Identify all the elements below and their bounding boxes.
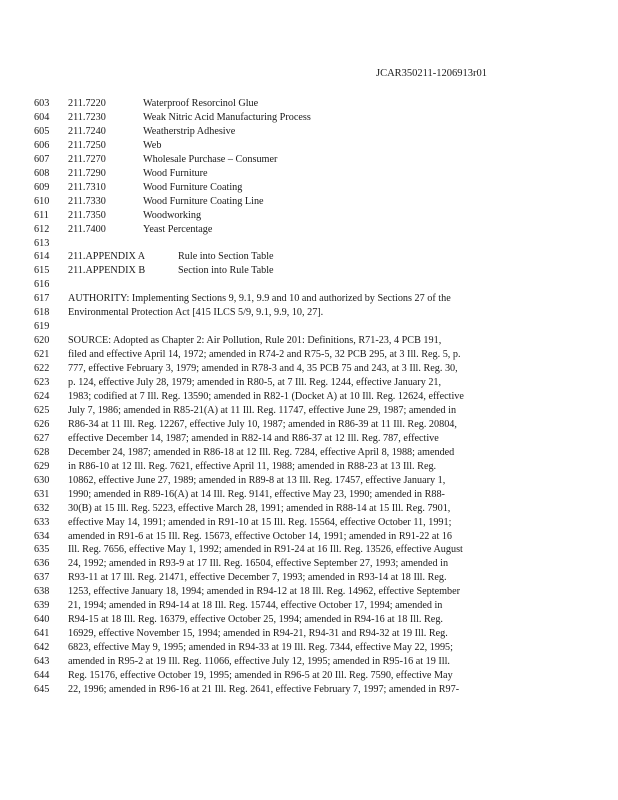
line-number: 603	[34, 98, 50, 109]
line-number: 604	[34, 112, 50, 123]
source-text: 24, 1992; amended in R93-9 at 17 Ill. Reg. 16504, effective September 27, 1993; amended in	[68, 558, 449, 570]
line-number: 644	[34, 669, 50, 681]
line-number: 638	[34, 586, 50, 598]
source-text: 10862, effective June 27, 1989; amended in R89-8 at 13 Ill. Reg. 17457, effective January 1,	[68, 474, 446, 486]
section-number: 211.7220	[68, 98, 106, 109]
section-title: Wood Furniture	[143, 167, 208, 179]
line-number: 619	[34, 321, 50, 333]
line-number: 621	[34, 349, 50, 361]
source-text: 6823, effective May 9, 1995; amended in R94-33 at 19 Ill. Reg. 7344, effective May 22, 1995;	[68, 642, 453, 653]
source-text: p. 124, effective July 28, 1979; amended in R80-5, at 7 Ill. Reg. 1244, effective January 21,	[68, 377, 442, 388]
line-number: 606	[34, 139, 50, 151]
line-number: 609	[34, 181, 50, 193]
line-number: 607	[34, 153, 50, 165]
appendix-number: 211.APPENDIX A	[68, 251, 146, 263]
source-text: 21, 1994; amended in R94-14 at 18 Ill. Reg. 15744, effective October 17, 1994; amended in	[68, 600, 443, 612]
section-title: Weak Nitric Acid Manufacturing Process	[143, 112, 311, 123]
source-text: July 7, 1986; amended in R85-21(A) at 11 Ill. Reg. 11747, effective June 29, 1987; amended in	[68, 404, 457, 416]
source-text: 30(B) at 15 Ill. Reg. 5223, effective March 28, 1991; amended in R88-14 at 15 Ill. Reg. 7901,	[68, 502, 451, 514]
section-number: 211.7330	[68, 195, 106, 207]
source-text: filed and effective April 14, 1972; amended in R74-2 and R75-5, 32 PCB 295, at 3 Ill. Reg. 5, p.	[68, 349, 461, 361]
line-number: 616	[34, 279, 50, 291]
line-number: 624	[34, 390, 50, 402]
line-number: 622	[34, 363, 50, 375]
source-text: R94-15 at 18 Ill. Reg. 16379, effective October 25, 1994; amended in R94-16 at 18 Ill. Reg.	[68, 614, 443, 626]
source-text: Reg. 15176, effective October 19, 1995; amended in R96-5 at 20 Ill. Reg. 7590, effective May	[68, 669, 453, 681]
line-number: 645	[34, 683, 50, 695]
appendix-title: Rule into Section Table	[178, 251, 274, 263]
section-title: Web	[143, 139, 162, 151]
line-number: 643	[34, 656, 50, 667]
line-number: 639	[34, 600, 50, 612]
line-number: 629	[34, 460, 50, 472]
section-title: Wholesale Purchase – Consumer	[143, 153, 278, 165]
line-number: 632	[34, 502, 50, 514]
section-title: Yeast Percentage	[143, 223, 213, 235]
authority-text: AUTHORITY: Implementing Sections 9, 9.1, 9.9 and 10 and authorized by Sections 27 of the	[68, 293, 451, 305]
section-title: Wood Furniture Coating Line	[143, 195, 264, 207]
line-number: 614	[34, 251, 50, 263]
line-number: 615	[34, 265, 50, 277]
source-text: amended in R95-2 at 19 Ill. Reg. 11066, effective July 12, 1995; amended in R95-16 at 19 Ill.	[68, 656, 450, 667]
line-number: 636	[34, 558, 50, 570]
line-number: 623	[34, 377, 50, 388]
line-number: 625	[34, 404, 50, 416]
source-text: 1253, effective January 18, 1994; amended in R94-12 at 18 Ill. Reg. 14962, effective September	[68, 586, 461, 598]
section-number: 211.7270	[68, 153, 106, 165]
line-number: 631	[34, 488, 50, 500]
section-number: 211.7230	[68, 112, 106, 123]
line-number: 641	[34, 628, 50, 640]
line-number: 618	[34, 307, 50, 319]
section-number: 211.7350	[68, 209, 106, 221]
section-title: Wood Furniture Coating	[143, 181, 243, 193]
line-number: 635	[34, 544, 50, 556]
line-number: 626	[34, 418, 50, 430]
line-number: 620	[34, 335, 50, 347]
source-text: R93-11 at 17 Ill. Reg. 21471, effective December 7, 1993; amended in R93-14 at 18 Ill. Reg.	[68, 572, 447, 584]
section-title: Weatherstrip Adhesive	[143, 125, 236, 137]
section-number: 211.7400	[68, 223, 106, 235]
section-number: 211.7240	[68, 125, 106, 137]
source-text: 777, effective February 3, 1979; amended in R78-3 and 4, 35 PCB 75 and 243, at 3 Ill. Reg. 30,	[68, 363, 458, 375]
source-text: amended in R91-6 at 15 Ill. Reg. 15673, effective October 14, 1991; amended in R91-22 at 16	[68, 530, 453, 542]
source-text: effective December 14, 1987; amended in R82-14 and R86-37 at 12 Ill. Reg. 787, effective	[68, 432, 439, 444]
section-title: Waterproof Resorcinol Glue	[143, 98, 259, 109]
source-text: December 24, 1987; amended in R86-18 at 12 Ill. Reg. 7284, effective April 8, 1988; amended	[68, 446, 455, 458]
section-number: 211.7310	[68, 181, 106, 193]
section-number: 211.7290	[68, 167, 106, 179]
line-number: 628	[34, 446, 50, 458]
authority-text: Environmental Protection Act [415 ILCS 5/9, 9.1, 9.9, 10, 27].	[68, 307, 324, 319]
appendix-title: Section into Rule Table	[178, 265, 274, 277]
source-text: 22, 1996; amended in R96-16 at 21 Ill. Reg. 2641, effective February 7, 1997; amended in R97-	[68, 683, 460, 695]
line-number: 608	[34, 167, 50, 179]
line-number: 627	[34, 432, 50, 444]
line-number: 637	[34, 572, 50, 584]
source-text: R86-34 at 11 Ill. Reg. 12267, effective July 10, 1987; amended in R86-39 at 11 Ill. Reg. 20804,	[68, 418, 457, 430]
line-number: 613	[34, 237, 50, 249]
source-text: in R86-10 at 12 Ill. Reg. 7621, effective April 11, 1988; amended in R88-23 at 13 Ill. Reg.	[68, 460, 437, 472]
source-text: SOURCE: Adopted as Chapter 2: Air Pollution, Rule 201: Definitions, R71-23, 4 PCB 191,	[68, 335, 442, 347]
appendix-number: 211.APPENDIX B	[68, 265, 146, 277]
line-number: 610	[34, 195, 50, 207]
line-number: 611	[34, 209, 49, 221]
line-number: 617	[34, 293, 50, 305]
source-text: 1990; amended in R89-16(A) at 14 Ill. Reg. 9141, effective May 23, 1990; amended in R88-	[68, 488, 445, 500]
source-text: effective May 14, 1991; amended in R91-10 at 15 Ill. Reg. 15564, effective October 11, 1991;	[68, 516, 452, 528]
line-number: 605	[34, 125, 50, 137]
section-number: 211.7250	[68, 139, 106, 151]
line-number: 612	[34, 223, 50, 235]
source-text: Ill. Reg. 7656, effective May 1, 1992; amended in R91-24 at 16 Ill. Reg. 13526, effective August	[68, 544, 463, 556]
line-number: 630	[34, 474, 50, 486]
line-number: 634	[34, 530, 50, 542]
line-number: 633	[34, 516, 50, 528]
source-text: 16929, effective November 15, 1994; amended in R94-21, R94-31 and R94-32 at 19 Ill. Reg.	[68, 628, 448, 640]
document-id: JCAR350211-1206913r01	[376, 68, 488, 79]
source-text: 1983; codified at 7 Ill. Reg. 13590; amended in R82-1 (Docket A) at 10 Ill. Reg. 12624, effective	[68, 390, 464, 402]
line-number: 642	[34, 642, 50, 653]
line-number: 640	[34, 614, 50, 626]
section-title: Woodworking	[143, 209, 202, 221]
